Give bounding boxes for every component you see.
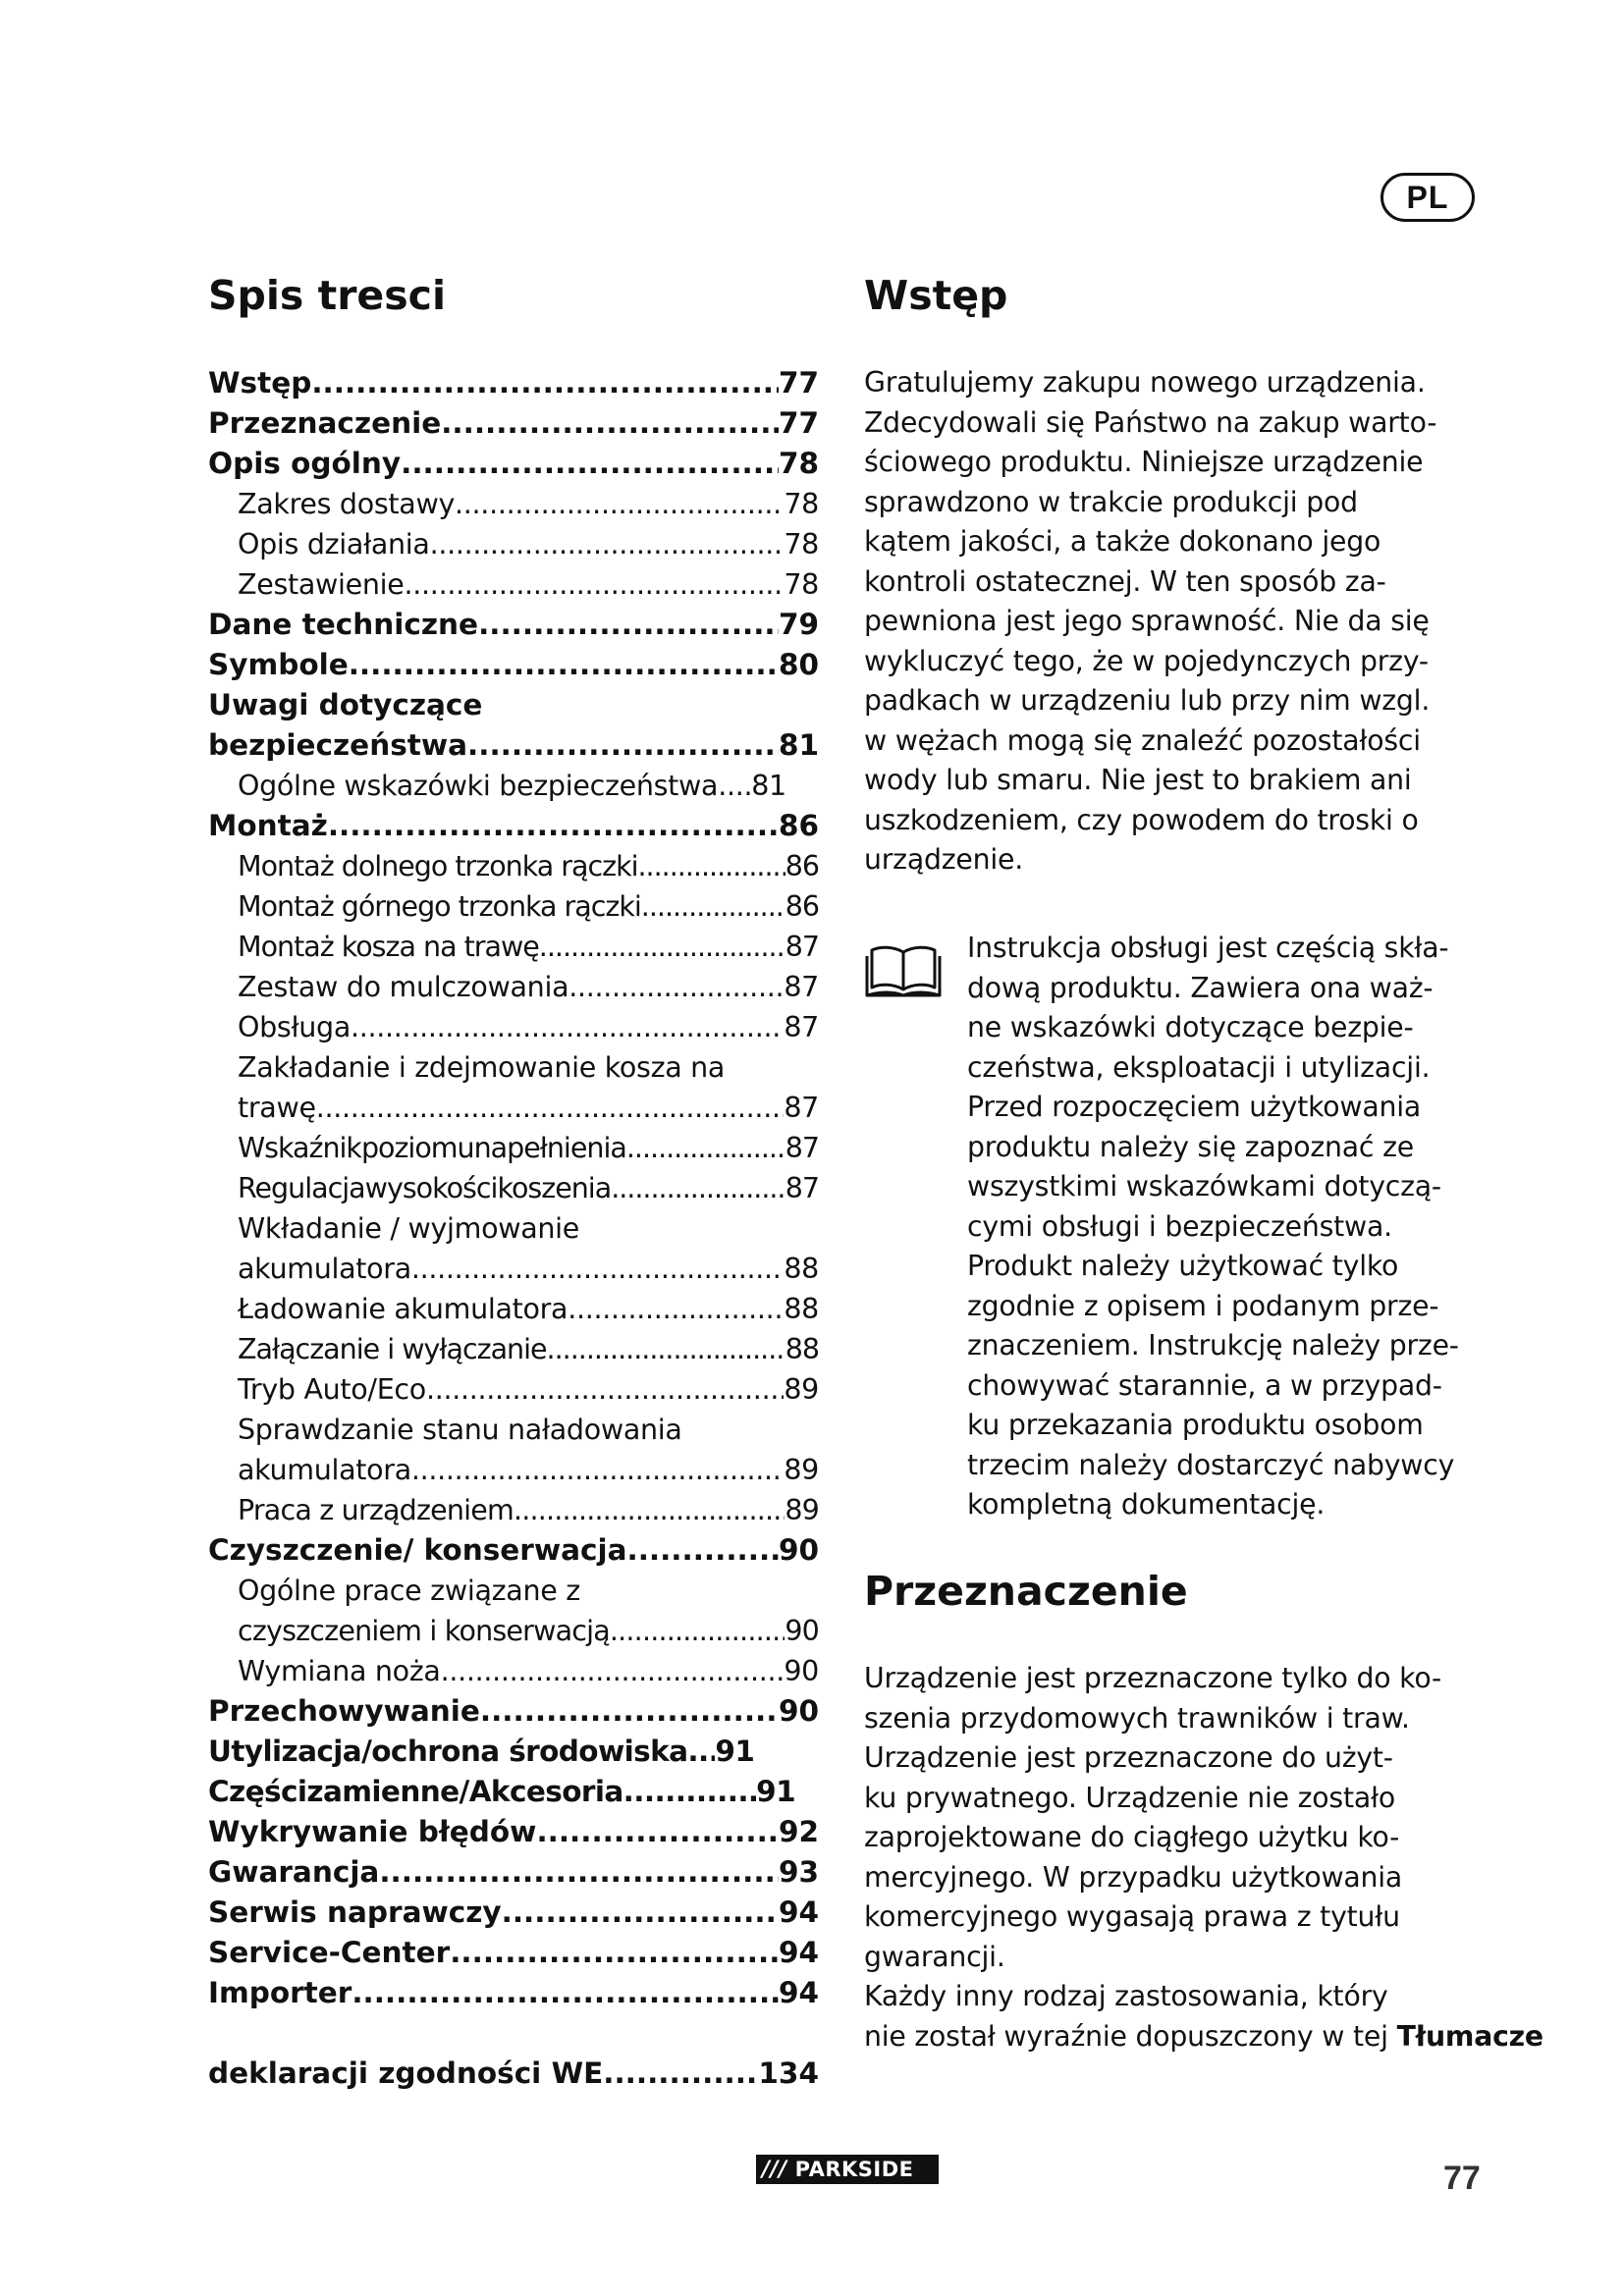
toc-subentry[interactable]: Tryb Auto/Eco ..... 89 [208, 1369, 819, 1410]
page-number: 77 [1443, 2160, 1481, 2197]
toc-subentry[interactable]: Praca z urządzeniem ..... 89 [208, 1490, 819, 1530]
toc-entry[interactable]: Service-Center ..... 94 [208, 1933, 819, 1973]
purpose-paragraph: Urządzenie jest przeznaczone tylko do ko- szenia przydomowych trawników i traw. Urządzenie jest przeznaczone do użyt- ku prywatnego. Urządzenie nie zostało zaprojektowane do ciągłego użytku ko- mercyjnego. W przypadku użytkowania komercyjnego wygasają prawa z tytułu gwarancji. Każdy inny rodzaj zastosowania, który nie został wyraźnie dopuszczony w tej Tłumacze [864, 1662, 1543, 2053]
toc-subentry[interactable]: Montaż górnego trzonka rączki ..... 86 [208, 886, 819, 927]
toc-subentry[interactable]: czyszczeniem i konserwacją ..... 90 [208, 1611, 819, 1651]
toc-subentry-line[interactable]: Zakładanie i zdejmowanie kosza na [238, 1051, 726, 1084]
toc-subentry[interactable]: Regulacjawysokościkoszenia ..... 87 [208, 1168, 819, 1208]
intro-title: Wstęp [864, 272, 1008, 319]
toc-subentry[interactable]: Zakres dostawy ..... 78 [208, 484, 819, 524]
table-of-contents [208, 363, 819, 2094]
manual-note: Instrukcja obsługi jest częścią skła- dową produktu. Zawiera ona waż- ne wskazówki dotyczące bezpie- czeństwa, eksploatacji i utylizacji. Przed rozpoczęciem użytkowania produktu należy się zapoznać ze wszystkimi wskazówkami dotyczą- cymi obsługi i bezpieczeństwa. Produkt należy użytkować tylko zgodnie z opisem i podanym prze- znaczeniem. Instrukcję należy prze- chowywać starannie, a w przypad- ku przekazania produktu osobom trzecim należy dostarczyć nabywcy kompletną dokumentację. [967, 932, 1459, 1521]
toc-entry[interactable]: Dane techniczne ..... 79 [208, 605, 819, 645]
toc-entry[interactable]: Wykrywanie błędów ..... 92 [208, 1812, 819, 1852]
toc-subentry[interactable]: Załączanie i wyłączanie ..... 88 [208, 1329, 819, 1369]
toc-entry[interactable]: deklaracji zgodności WE ..... 134 [208, 2054, 819, 2094]
toc-entry[interactable]: Przeznaczenie ..... 77 [208, 403, 819, 444]
toc-entry[interactable]: Wstęp ..... 77 [208, 363, 819, 403]
toc-subentry[interactable]: Zestawienie ..... 78 [208, 564, 819, 605]
intro-paragraph: Gratulujemy zakupu nowego urządzenia. Zdecydowali się Państwo na zakup warto- ściowego produktu. Niniejsze urządzenie sprawdzono w trakcie produkcji pod kątem jakości, a także dokonano jego kontroli ostatecznej. W ten sposób za- pewniona jest jego sprawność. Nie da się wykluczyć tego, że w pojedynczych przy- padkach w urządzeniu lub przy nim wzgl. w wężach mogą się znaleźć pozostałości wody lub smaru. Nie jest to brakiem ani uszkodzeniem, czy powodem do troski o urządzenie. [864, 366, 1437, 876]
toc-entry[interactable]: Przechowywanie ..... 90 [208, 1691, 819, 1732]
open-book-icon [864, 940, 943, 999]
toc-subentry[interactable]: Montaż dolnego trzonka rączki ..... 86 [208, 846, 819, 886]
toc-entry[interactable]: Symbole ..... 80 [208, 645, 819, 685]
toc-subentry[interactable]: Wskaźnikpoziomunapełnienia ..... 87 [208, 1128, 819, 1168]
parkside-logo: /// PARKSIDE [756, 2155, 939, 2184]
toc-subentry[interactable]: Zestaw do mulczowania ..... 87 [208, 967, 819, 1007]
toc-subentry[interactable]: Ładowanie akumulatora ..... 88 [208, 1289, 819, 1329]
toc-subentry[interactable]: akumulatora ..... 88 [208, 1249, 819, 1289]
toc-subentry-line[interactable]: Sprawdzanie stanu naładowania [238, 1414, 682, 1446]
toc-entry[interactable]: Utylizacja/ochrona środowiska ..... 91 [208, 1732, 819, 1772]
toc-entry[interactable]: Gwarancja ..... 93 [208, 1852, 819, 1893]
toc-subentry[interactable]: Opis działania ..... 78 [208, 524, 819, 564]
toc-subentry[interactable]: akumulatora ..... 89 [208, 1450, 819, 1490]
toc-entry[interactable]: Częścizamienne/Akcesoria ..... 91 [208, 1772, 795, 1812]
translator-label: Tłumacze [1396, 2019, 1543, 2053]
toc-subentry[interactable]: trawę ..... 87 [208, 1088, 819, 1128]
toc-entry[interactable]: Opis ogólny ..... 78 [208, 444, 819, 484]
toc-subentry-line[interactable]: Wkładanie / wyjmowanie [238, 1212, 580, 1245]
toc-subentry[interactable]: Obsługa ..... 87 [208, 1007, 819, 1047]
toc-title: Spis tresci [208, 272, 446, 319]
toc-subentry[interactable]: Wymiana noża ..... 90 [208, 1651, 819, 1691]
toc-entry[interactable]: bezpieczeństwa ..... 81 [208, 725, 819, 766]
toc-subentry-line[interactable]: Ogólne prace związane z [238, 1575, 580, 1607]
toc-entry[interactable]: Importer ..... 94 [208, 1973, 819, 2013]
toc-entry[interactable]: Montaż ..... 86 [208, 806, 819, 846]
toc-subentry[interactable]: Montaż kosza na trawę ..... 87 [208, 927, 819, 967]
toc-entry[interactable]: Serwis naprawczy ..... 94 [208, 1893, 819, 1933]
toc-entry[interactable]: Czyszczenie/ konserwacja ..... 90 [208, 1530, 819, 1571]
purpose-title: Przeznaczenie [864, 1568, 1188, 1615]
toc-subentry[interactable]: Ogólne wskazówki bezpieczeństwa ..... 81 [208, 766, 819, 806]
language-badge: PL [1380, 173, 1475, 222]
toc-entry-line[interactable]: Uwagi dotyczące [208, 688, 483, 721]
